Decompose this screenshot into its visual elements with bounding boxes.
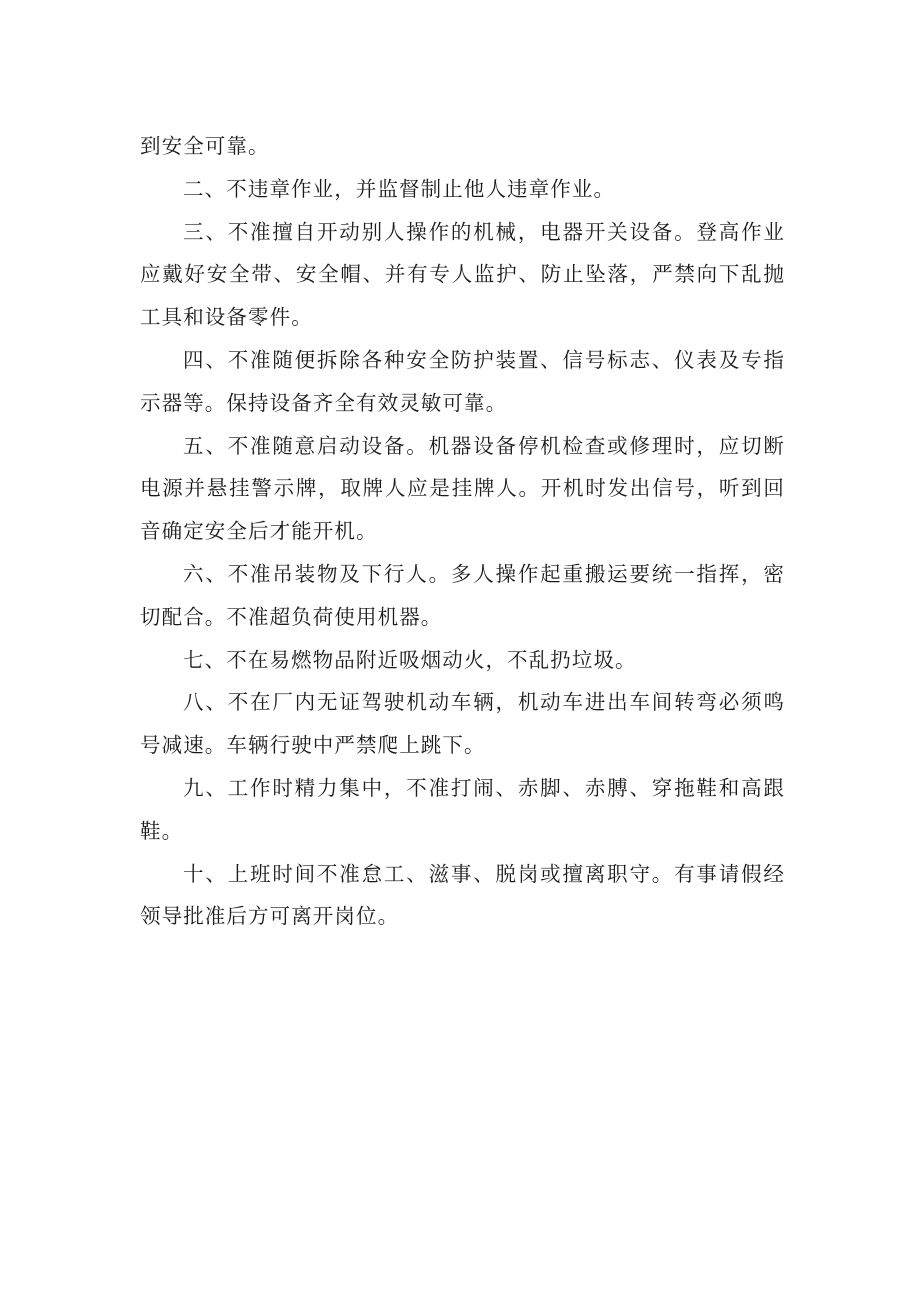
rule-3: 三、不准擅自开动别人操作的机械，电器开关设备。登高作业应戴好安全带、安全帽、并有专人监护、防止坠落，严禁向下乱抛工具和设备零件。 xyxy=(140,219,785,330)
rule-2: 二、不违章作业，并监督制止他人违章作业。 xyxy=(183,176,616,201)
rule-6: 六、不准吊装物及下行人。多人操作起重搬运要统一指挥，密切配合。不准超负荷使用机器。 xyxy=(140,561,785,629)
rule-4: 四、不准随便拆除各种安全防护装置、信号标志、仪表及专指示器等。保持设备齐全有效灵敏可靠。 xyxy=(140,347,785,415)
rule-9: 九、工作时精力集中，不准打闹、赤脚、赤膊、穿拖鞋和高跟鞋。 xyxy=(140,775,785,843)
rule-7: 七、不在易燃物品附近吸烟动火，不乱扔垃圾。 xyxy=(183,647,637,672)
paragraph-continuation: 到安全可靠。 xyxy=(140,134,270,158)
rule-10: 十、上班时间不准怠工、滋事、脱岗或擅离职守。有事请假经领导批准后方可离开岗位。 xyxy=(140,861,785,929)
rule-8: 八、不在厂内无证驾驶机动车辆，机动车进出车间转弯必须鸣号减速。车辆行驶中严禁爬上跳下。 xyxy=(140,690,785,758)
document-body xyxy=(140,125,785,938)
rule-5: 五、不准随意启动设备。机器设备停机检查或修理时，应切断电源并悬挂警示牌，取牌人应是挂牌人。开机时发出信号，听到回音确定安全后才能开机。 xyxy=(140,433,785,544)
